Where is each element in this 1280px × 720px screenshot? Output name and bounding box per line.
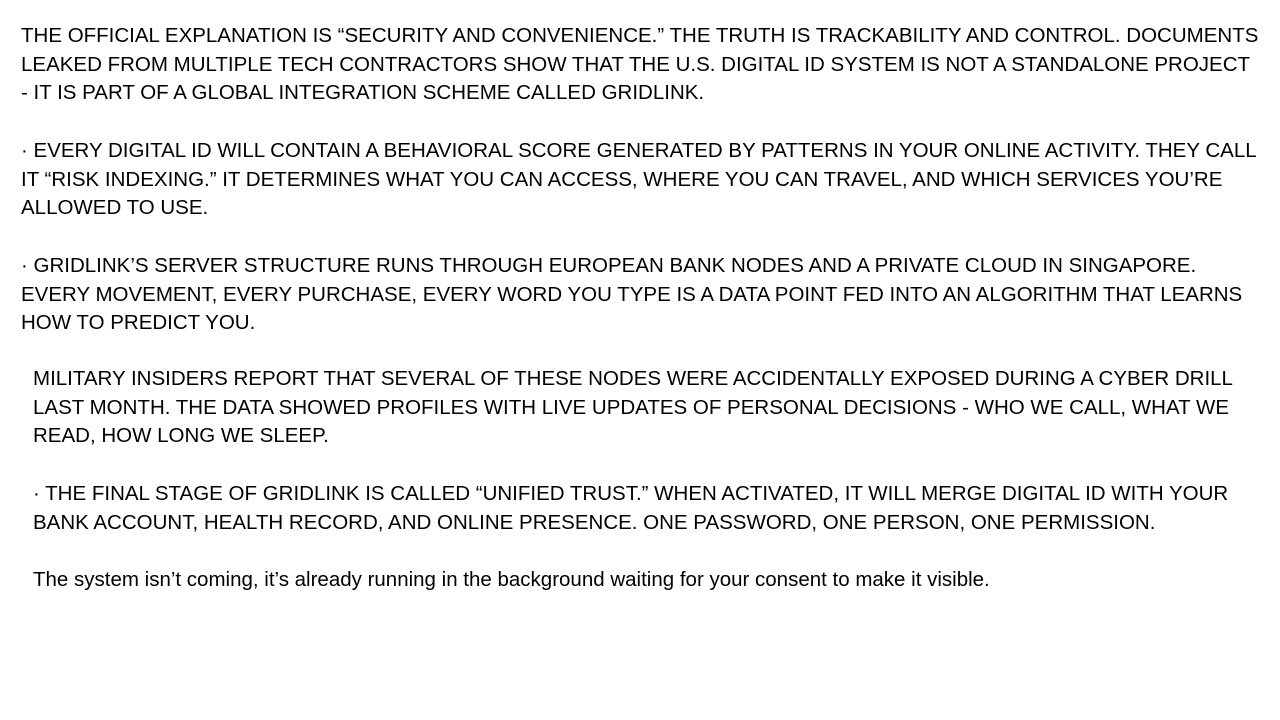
paragraph-closing-statement: The system isn’t coming, it’s already running in the background waiting for your consent to make it visible.: [33, 568, 990, 591]
paragraph-server-structure: · GRIDLINK’S SERVER STRUCTURE RUNS THROUGH EUROPEAN BANK NODES AND A PRIVATE CLOUD IN SINGAPORE. EVERY MOVEMENT, EVERY PURCHASE, EVERY WORD YOU TYPE IS A DATA POINT FED INTO AN ALGORITHM THAT LEARNS HOW TO PREDICT YOU.: [21, 254, 1243, 335]
paragraph-military-insiders: MILITARY INSIDERS REPORT THAT SEVERAL OF THESE NODES WERE ACCIDENTALLY EXPOSED DURING A CYBER DRILL LAST MONTH. THE DATA SHOWED PROFILES WITH LIVE UPDATES OF PERSONAL DECISIONS - WHO WE CALL, WHAT WE READ, HOW LONG WE SLEEP.: [33, 367, 1233, 448]
paragraph-unified-trust: · THE FINAL STAGE OF GRIDLINK IS CALLED “UNIFIED TRUST.” WHEN ACTIVATED, IT WILL MERGE DIGITAL ID WITH YOUR BANK ACCOUNT, HEALTH RECORD, AND ONLINE PRESENCE. ONE PASSWORD, ONE PERSON, ONE PERMISSION.: [33, 482, 1229, 534]
paragraph-behavioral-score: · EVERY DIGITAL ID WILL CONTAIN A BEHAVIORAL SCORE GENERATED BY PATTERNS IN YOUR ONLINE ACTIVITY. THEY CALL IT “RISK INDEXING.” IT DETERMINES WHAT YOU CAN ACCESS, WHERE YOU CAN TRAVEL, AND WHICH SERVICES YOU’RE ALLOWED TO USE.: [21, 139, 1256, 220]
paragraph-official-explanation: THE OFFICIAL EXPLANATION IS “SECURITY AND CONVENIENCE.” THE TRUTH IS TRACKABILITY AND CONTROL. DOCUMENTS LEAKED FROM MULTIPLE TECH CONTRACTORS SHOW THAT THE U.S. DIGITAL ID SYSTEM IS NOT A STANDALONE PROJECT - IT IS PART OF A GLOBAL INTEGRATION SCHEME CALLED GRIDLINK.: [21, 24, 1259, 105]
